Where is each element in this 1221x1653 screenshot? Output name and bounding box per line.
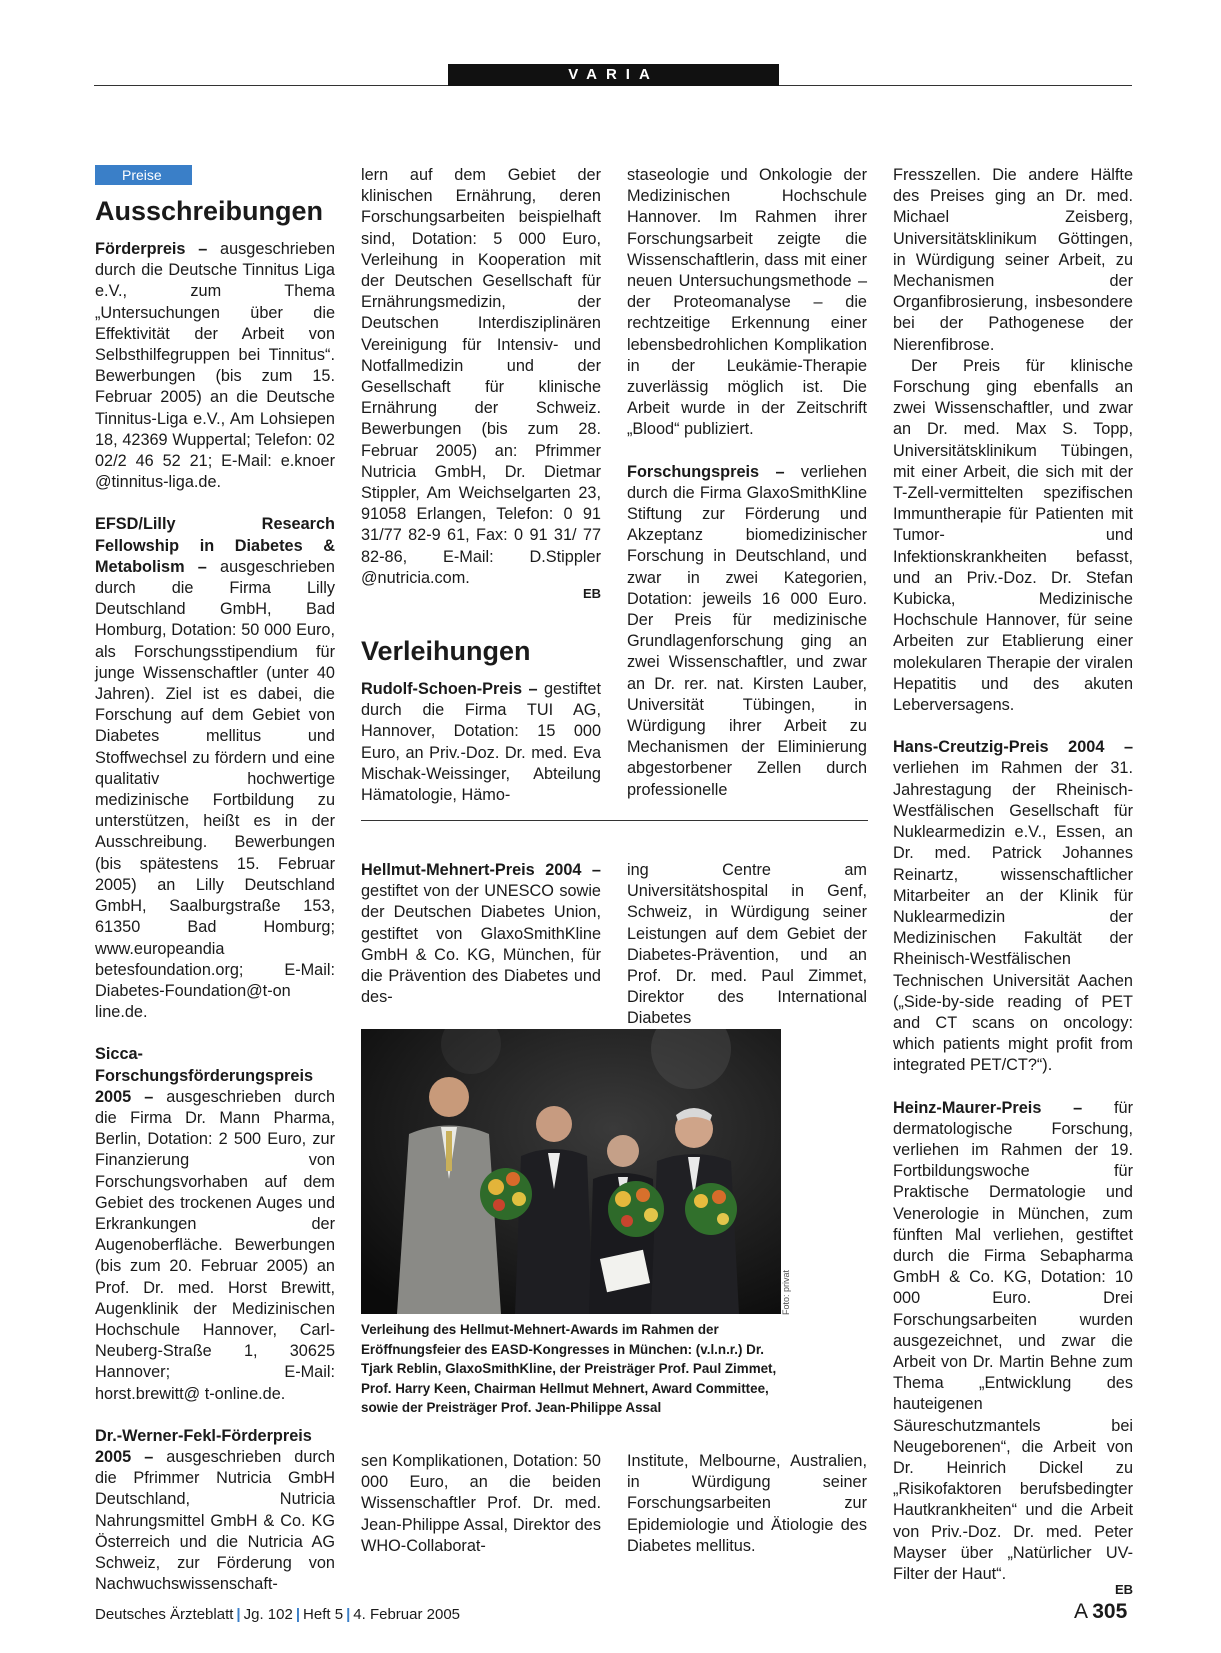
award-photo [361, 1029, 781, 1314]
rubric-badge: Preise [95, 165, 192, 185]
column-2 [361, 165, 601, 806]
entry: Hans-Creutzig-Preis 2004 – verliehen im Rahmen der 31. Jahrestagung der Rheinisch-Westfälischen Gesellschaft für Nuklearmedizin e.V., Essen, an Dr. med. Patrick Johannes Reinartz, wissenschaftlicher Mitarbeiter an der Klinik für Nuklearmedizin der Medizinischen Fakultät der Rheinisch-Westfälischen Technischen Universität Aachen („Side-by-side reading of PET and CT scans on oncology: which patients might profit from integrated PET/CT?“). [893, 738, 1133, 1075]
entry: Förderpreis – ausgeschrieben durch die Deutsche Tinnitus Liga e.V., zum Thema „Untersuchungen über die Effektivität der Arbeit von Selbsthilfegruppen bei Tinnitus“. Bewerbungen (bis zum 15. Februar 2005) an die Deutsche Tinnitus-Liga e.V., Am Lohsiepen 18, 42369 Wuppertal; Telefon: 02 02/2 46 52 21; E-Mail: e.knoer @tinnitus-liga.de. [95, 240, 336, 492]
mehnert-column-d: Institute, Melbourne, Australien, in Würdigung seiner Forschungsarbeiten zur Epidemiologie und Ätiologie des Diabetes mellitus. [627, 1452, 867, 1555]
author-signature: EB [1114, 1582, 1133, 1598]
column-3 [627, 165, 867, 801]
section-label: VARIA [448, 64, 779, 86]
mehnert-column-b: ing Centre am Universitätshospital in Genf, Schweiz, in Würdigung seiner Leistungen auf dem Gebiet der Diabetes-Prävention, und an Prof. Dr. med. Paul Zimmet, Direktor des International Diabetes [627, 861, 867, 1028]
volume: Jg. 102 [243, 1606, 293, 1623]
section-divider [361, 820, 868, 821]
photo-caption: Verleihung des Hellmut-Mehnert-Awards im Rahmen der Eröffnungsfeier des EASD-Kongresses in München: (v.l.n.r.) Dr. Tjark Reblin, GlaxoSmithKline, der Preisträger Prof. Paul Zimmet, Prof. Harry Keen, Chairman Hellmut Mehnert, Award Committee, sowie der Preisträger Prof. Jean-Philippe Assal [361, 1322, 777, 1415]
issue: Heft 5 [303, 1606, 344, 1623]
journal-name: Deutsches Ärzteblatt [95, 1606, 234, 1623]
mehnert-column-c: sen Komplikationen, Dotation: 50 000 Euro, an die beiden Wissenschaftler Prof. Dr. med. Jean-Philippe Assal, Direktor des WHO-Collaborat- [361, 1452, 601, 1555]
entry: Heinz-Maurer-Preis – für dermatologische Forschung, verliehen im Rahmen der 19. Fortbildungswoche für Praktische Dermatologie und Venerologie in München, zum fünften Mal verliehen, gestiftet durch die Firma Sebapharma GmbH & Co. KG, Dotation: 10 000 Euro. Drei Forschungsarbeiten wurden ausgezeichnet, und zwar die Arbeit von Dr. Martin Behne zum Thema „Entwicklung des hauteigenen Säureschutzmantels bei Neugeborenen“, die Arbeit von Dr. Heinrich Dickel zu „Risikofaktoren berufsbedingter Hautkrankheiten“ und die Arbeit von Priv.-Doz. Dr. med. Peter Mayser über „Natürlicher UV-Filter der Haut“. [893, 1098, 1133, 1583]
entry: Dr.-Werner-Fekl-Förderpreis 2005 – ausgeschrieben durch die Pfrimmer Nutricia GmbH Deutschland, Nutricia Nahrungsmittel GmbH & Co. KG Österreich und die Nutricia AG Schweiz, zur Förderung von Nachwuchswissenschaft- [95, 1426, 335, 1594]
entry: EFSD/Lilly Research Fellowship in Diabetes & Metabolism – ausgeschrieben durch die Firma Lilly Deutschland GmbH, Bad Homburg, Dotation: 50 000 Euro, als Forschungsstipendium für junge Wissenschaftler (unter 40 Jahren). Ziel ist es dabei, die Forschung auf dem Gebiet von Diabetes mellitus und Stoffwechsel zu fördern und eine qualitativ hochwertige medizinische Fortbildung zu unterstützen, heißt es in der Ausschreibung. Bewerbungen (bis spätestens 15. Februar 2005) an Lilly Deutschland GmbH, Saalburgstraße 153, 61350 Bad Homburg; www.europeandia betesfoundation.org; E-Mail: Diabetes-Foundation@t-on line.de. [95, 515, 335, 1022]
column-1 [95, 165, 335, 1595]
issue-date: 4. Februar 2005 [353, 1606, 461, 1623]
entry: Sicca-Forschungsförderungspreis 2005 – ausgeschrieben durch die Firma Dr. Mann Pharma, Berlin, Dotation: 2 500 Euro, zur Finanzierung von Forschungsvorhaben auf dem Gebiet des trockenen Auges und Erkrankungen der Augenoberfläche. Bewerbungen (bis zum 20. Februar 2005) an Prof. Dr. med. Horst Brewitt, Augenklinik der Medizinischen Hochschule Hannover, Carl-Neuberg-Straße 1, 30625 Hannover; E-Mail: horst.brewitt@ t-online.de. [95, 1045, 335, 1403]
paragraph: Der Preis für klinische Forschung ging ebenfalls an zwei Wissenschaftler, und zwar an Dr. med. Max S. Topp, Universitätsklinikum Tübingen, mit einer Arbeit, die sich mit der T-Zell-vermittelten spezifischen Immuntherapie für Patienten mit Tumor- und Infektionskrankheiten befasst, und an Priv.-Doz. Dr. Stefan Kubicka, Medizinische Hochschule Hannover, für seine Arbeiten zur Etablierung einer molekularen Therapie der viralen Hepatitis und des akuten Leberversagens. [893, 356, 1133, 715]
heading-ausschreibungen: Ausschreibungen [95, 196, 324, 226]
paragraph: Fresszellen. Die andere Hälfte des Preises ging an Dr. med. Michael Zeisberg, Universitätsklinikum Göttingen, in Würdigung seiner Arbeit, zu Mechanismen der Organfibrosierung, insbesondere bei der Pathogenese der Nierenfibrose. [893, 166, 1133, 354]
paragraph: staseologie und Onkologie der Medizinischen Hochschule Hannover. Im Rahmen ihrer Forschungsarbeit zeigte die Wissenschaftlerin, dass mit einer neuen Untersuchungsmethode – der Proteomanalyse – die rechtzeitige Erkennung einer lebensbedrohlichen Komplikation in der Leukämie-Therapie zuverlässig möglich ist. Die Arbeit wurde in der Zeitschrift „Blood“ publiziert. [627, 166, 867, 439]
photo-credit: Foto: privat [781, 1269, 791, 1315]
paragraph: lern auf dem Gebiet der klinischen Ernährung, deren Forschungsarbeiten beispielhaft sind, Dotation: 5 000 Euro, Verleihung in Kooperation mit der Deutschen Gesellschaft für Ernährungsmedizin, der Deutschen Interdisziplinären Vereinigung für Intensiv- und Notfallmedizin und der Gesellschaft für klinische Ernährung der Schweiz. Bewerbungen (bis zum 28. Februar 2005) an: Pfrimmer Nutricia GmbH, Dr. Dietmar Stippler, Am Weichselgarten 23, 91058 Erlangen, Telefon: 0 91 31/77 82-9 61, Fax: 0 91 31/ 77 82-86, E-Mail: D.Stippler @nutricia.com. [361, 166, 601, 587]
mehnert-column-a: Hellmut-Mehnert-Preis 2004 – gestiftet von der UNESCO sowie der Deutschen Diabetes Union, gestiftet von GlaxoSmithKline GmbH & Co. KG, München, für die Prävention des Diabetes und des- [361, 861, 601, 1007]
column-4 [893, 165, 1133, 1597]
page-number: A 305 [1074, 1600, 1128, 1623]
heading-verleihungen: Verleihungen [361, 636, 531, 667]
author-signature: EB [582, 586, 601, 602]
entry: Forschungspreis – verliehen durch die Firma GlaxoSmithKline Stiftung zur Förderung und Akzeptanz biomedizinischer Forschung in Deutschland, und zwar in zwei Kategorien, Dotation: jeweils 16 000 Euro. Der Preis für medizinische Grundlagenforschung ging an zwei Wissenschaftler, und zwar an Dr. rer. nat. Kirsten Lauber, Universität Tübingen, in Würdigung ihrer Arbeit zu Mechanismen der Eliminierung abgestorbener Zellen durch professionelle [627, 462, 867, 799]
footer-citation: Deutsches Ärzteblatt | Jg. 102 | Heft 5 | 4. Februar 2005 [95, 1606, 461, 1623]
entry: Rudolf-Schoen-Preis – gestiftet durch die Firma TUI AG, Hannover, Dotation: 15 000 Euro, an Priv.-Doz. Dr. med. Eva Mischak-Weissinger, Abteilung Hämatologie, Hämo- [361, 680, 601, 805]
